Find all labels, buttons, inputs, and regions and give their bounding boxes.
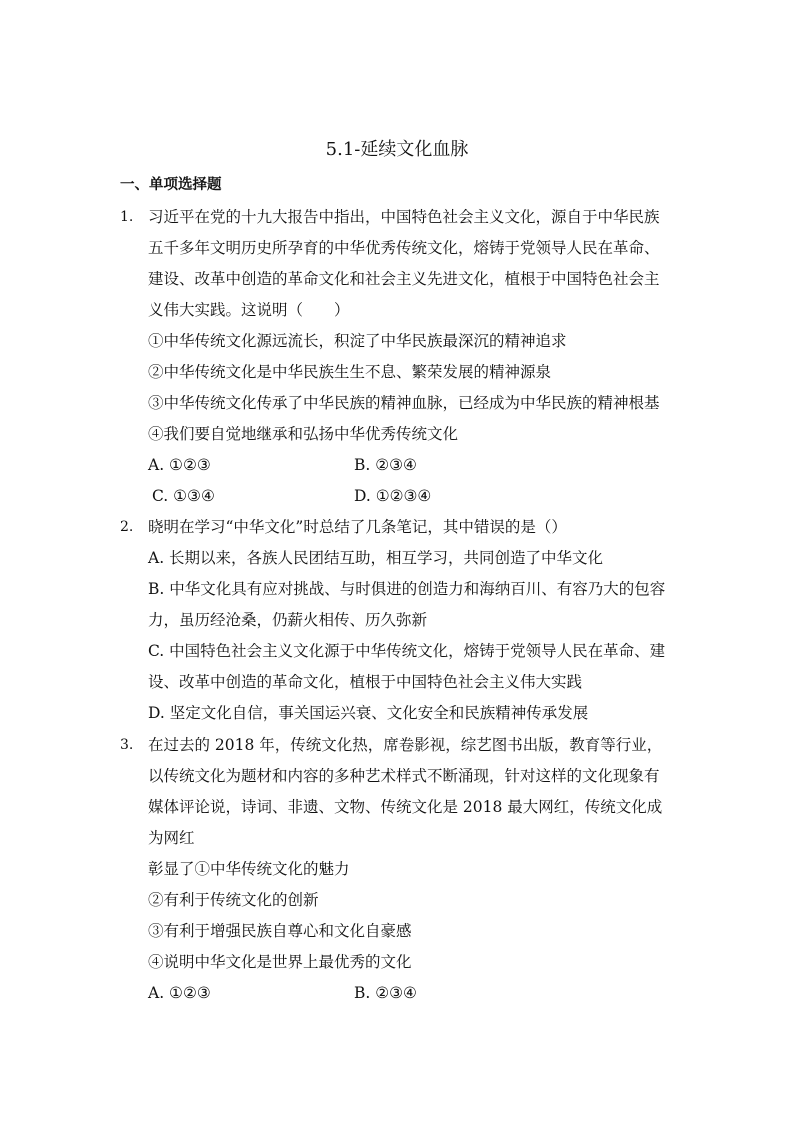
answer-option-line: D. 坚定文化自信，事关国运兴衰、文化安全和民族精神传承发展: [148, 704, 589, 722]
answer-option-line: 力，虽历经沧桑，仍薪火相传、历久弥新: [148, 611, 428, 629]
option-b: B. ②③④: [354, 984, 417, 1002]
option-a: A. ①②③: [148, 984, 211, 1002]
question-stem-line: 在过去的 2018 年，传统文化热，席卷影视，综艺图书出版，教育等行业，: [148, 736, 663, 754]
question-number: 3.: [120, 737, 134, 753]
question-stem-line: 义伟大实践。这说明（ ）: [148, 301, 350, 319]
question-stem-line: 习近平在党的十九大报告中指出，中国特色社会主义文化，源自于中华民族: [148, 208, 660, 226]
statement-item: ④说明中华文化是世界上最优秀的文化: [148, 953, 412, 971]
question-stem-line: 以传统文化为题材和内容的多种艺术样式不断涌现，针对这样的文化现象有: [148, 767, 660, 785]
page-title: 5.1-延续文化血脉: [325, 139, 469, 160]
statement-item: ④我们要自觉地继承和弘扬中华优秀传统文化: [148, 425, 459, 443]
answer-option-line: B. 中华文化具有应对挑战、与时俱进的创造力和海纳百川、有容乃大的包容: [148, 580, 666, 598]
statement-item: ②有利于传统文化的创新: [148, 891, 319, 909]
question-stem-line: 建设、改革中创造的革命文化和社会主义先进文化，植根于中国特色社会主: [148, 270, 660, 288]
statement-item: ③中华传统文化传承了中华民族的精神血脉，已经成为中华民族的精神根基: [148, 394, 660, 412]
option-row: [148, 450, 688, 481]
answer-option-line: C. 中国特色社会主义文化源于中华传统文化，熔铸于党领导人民在革命、建: [148, 642, 666, 660]
statement-item: ②中华传统文化是中华民族生生不息、繁荣发展的精神源泉: [148, 363, 552, 381]
option-b: B. ②③④: [354, 456, 417, 474]
option-c: C. ①③④: [152, 487, 215, 505]
answer-option-line: 设、改革中创造的革命文化，植根于中国特色社会主义伟大实践: [148, 673, 583, 691]
question-number: 1.: [120, 209, 134, 225]
statement-item: 彰显了①中华传统文化的魅力: [148, 860, 350, 878]
statement-item: ③有利于增强民族自尊心和文化自豪感: [148, 922, 412, 940]
question-stem-line: 晓明在学习“中华文化”时总结了几条笔记，其中错误的是（）: [148, 518, 567, 536]
answer-option-line: A. 长期以来，各族人民团结互助，相互学习，共同创造了中华文化: [148, 549, 604, 567]
question-stem-line: 五千多年文明历史所孕育的中华优秀传统文化，熔铸于党领导人民在革命、: [148, 239, 660, 257]
option-row: [148, 978, 688, 1009]
option-d: D. ①②③④: [354, 487, 432, 505]
option-a: A. ①②③: [148, 456, 211, 474]
option-row: [148, 481, 688, 512]
question-stem-line: 媒体评论说，诗词、非遗、文物、传统文化是 2018 最大网红，传统文化成: [148, 798, 663, 816]
question-stem-line: 为网红: [148, 829, 195, 847]
statement-item: ①中华传统文化源远流长，积淀了中华民族最深沉的精神追求: [148, 332, 567, 350]
question-number: 2.: [120, 519, 134, 535]
section-heading: 一、单项选择题: [120, 177, 222, 193]
